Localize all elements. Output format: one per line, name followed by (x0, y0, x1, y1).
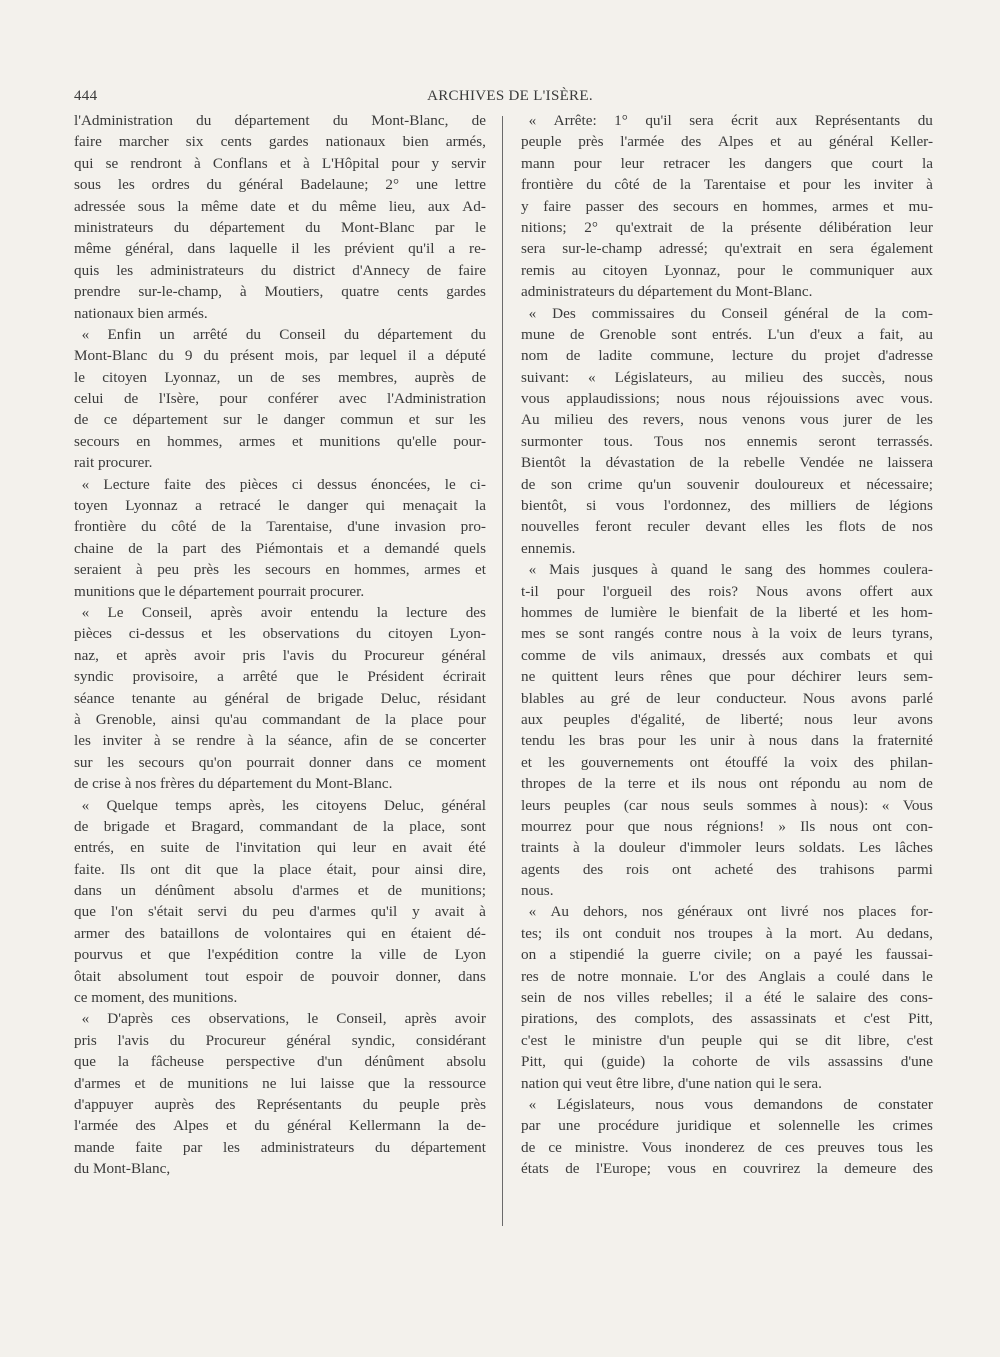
text-line: faite. Ils ont dit que la place était, pour ainsi dire, (74, 860, 486, 878)
text-line: thropes de la terre et ils nous ont répondu au nom de (521, 775, 933, 793)
column-divider (502, 116, 503, 1226)
text-line: res de notre monnaie. L'or des Anglais a coulé dans le (521, 967, 933, 985)
text-line: agents des rois ont acheté des trahisons parmi (521, 860, 933, 878)
text-line: que la fâcheuse perspective d'un dénûment absolu (74, 1053, 486, 1071)
text-line: les inviter à se rendre à la séance, afin de se concerter (74, 732, 486, 750)
text-line: « Mais jusques à quand le sang des hommes coulera- (521, 561, 933, 579)
text-line: entrés, en suite de l'invitation qui leur en avait été (74, 839, 486, 857)
text-line: frontière du côté de la Tarentaise et pour les inviter à (521, 176, 933, 194)
text-line: le citoyen Lyonnaz, un de ses membres, auprès de (74, 368, 486, 386)
text-line: rait procurer. (74, 454, 153, 472)
text-line: nation qui veut être libre, d'une nation qui le sera. (521, 1074, 822, 1092)
text-line: mann pour leur retracer les dangers que court la (521, 154, 933, 172)
text-line: vous applaudissions; nous nous réjouissions avec vous. (521, 390, 933, 408)
text-line: celui de l'Isère, pour conférer avec l'Administration (74, 390, 486, 408)
text-line: toyen Lyonnaz a retracé le danger qui menaçait la (74, 497, 486, 515)
text-line: pris l'avis du Procureur général syndic, considérant (74, 1031, 486, 1049)
text-line: suivant: « Législateurs, au milieu des succès, nous (521, 368, 933, 386)
text-line: du Mont-Blanc, (74, 1160, 171, 1178)
text-line: naz, et après avoir pris l'avis du Procureur général (74, 646, 486, 664)
text-line: tes; ils ont conduit nos troupes à la mort. Au dedans, (521, 924, 933, 942)
text-line: ce moment, des munitions. (74, 989, 238, 1007)
text-line: même général, dans laquelle il les prévient qu'il a re- (74, 240, 486, 258)
text-line: comme de vils animaux, dressés aux combats et qui (521, 646, 933, 664)
text-line: tendu les bras pour les unir à nous dans la fraternité (521, 732, 933, 750)
text-line: frontière du côté de la Tarentaise, d'une invasion pro- (74, 518, 486, 536)
text-line: bientôt, si vous l'ordonnez, des milliers de légions (521, 497, 933, 515)
text-line: « Des commissaires du Conseil général de la com- (521, 304, 933, 322)
text-line: prendre sur-le-champ, à Moutiers, quatre cents gardes (74, 283, 486, 301)
left-column (74, 110, 486, 1180)
text-line: par une procédure juridique et solennelle les crimes (521, 1117, 933, 1135)
text-line: à Grenoble, ainsi qu'au commandant de la place pour (74, 710, 486, 728)
text-line: « D'après ces observations, le Conseil, après avoir (74, 1010, 486, 1028)
text-line: de brigade et Bragard, commandant de la place, sont (74, 817, 486, 835)
text-line: mune de Grenoble sont entrés. L'un d'eux a fait, au (521, 325, 933, 343)
text-line: « Le Conseil, après avoir entendu la lecture des (74, 603, 486, 621)
text-line: de crise à nos frères du département du Mont-Blanc. (74, 775, 393, 793)
text-line: sur les secours qu'on pourrait donner dans ce moment (74, 753, 486, 771)
text-line: Bientôt la dévastation de la rebelle Vendée ne laissera (521, 454, 933, 472)
text-line: nous. (521, 882, 554, 900)
text-line: « Au dehors, nos généraux ont livré nos places for- (521, 903, 933, 921)
right-column (521, 110, 933, 1180)
text-line: quis les administrateurs du district d'Annecy de faire (74, 261, 486, 279)
text-line: « Législateurs, nous vous demandons de constater (521, 1095, 933, 1113)
text-line: surmonter tous. Tous nos ennemis seront terrassés. (521, 432, 933, 450)
text-line: d'armes et de munitions ne lui laisse que la ressource (74, 1074, 486, 1092)
text-line: adressée sous la même date et du même lieu, aux Ad- (74, 197, 486, 215)
text-line: états de l'Europe; vous en couvrirez la demeure des (521, 1160, 933, 1178)
text-line: hommes de lumière le bienfait de la liberté et les hom- (521, 603, 933, 621)
text-line: séance tenante au général de brigade Deluc, résidant (74, 689, 486, 707)
text-line: nouvelles feront reculer devant elles les flots de nos (521, 518, 933, 536)
text-line: nitions; 2° qu'extrait de la présente délibération leur (521, 218, 933, 236)
text-line: « Arrête: 1° qu'il sera écrit aux Représentants du (521, 112, 933, 129)
text-line: nom de ladite commune, lecture du projet d'adresse (521, 347, 933, 365)
text-line: remis au citoyen Lyonnaz, pour le communiquer aux (521, 261, 933, 279)
text-line: sein de nos villes rebelles; il a été le salaire des cons- (521, 989, 933, 1007)
text-line: t-il pour l'orgueil des rois? Nous avons offert aux (521, 582, 933, 600)
text-line: l'armée des Alpes et du général Kellermann la de- (74, 1117, 486, 1135)
text-line: y faire passer des secours en hommes, armes et mu- (521, 197, 933, 215)
text-line: administrateurs du département du Mont-Blanc. (521, 283, 813, 301)
text-line: pourvus et que l'expédition contre la ville de Lyon (74, 946, 486, 964)
text-line: l'Administration du département du Mont-Blanc, de (74, 112, 486, 129)
text-line: Au milieu des revers, nous venons vous jurer de les (521, 411, 933, 429)
text-line: Pitt, qui (guide) la cohorte de vils assassins d'une (521, 1053, 933, 1071)
text-line: mes se sont rangés contre nous à la voix de leurs tyrans, (521, 625, 933, 643)
text-line: et les gouvernements ont étouffé la voix des philan- (521, 753, 933, 771)
text-line: mourrez pour que nous régnions! » Ils nous ont con- (521, 817, 933, 835)
text-line: blables au gré de leur conducteur. Nous avons parlé (521, 689, 933, 707)
text-line: ôtait absolument tout espoir de pouvoir donner, dans (74, 967, 486, 985)
text-line: c'est le ministre d'un peuple qui se dit libre, c'est (521, 1031, 933, 1049)
text-line: faire marcher six cents gardes nationaux bien armés, (74, 133, 486, 151)
text-line: syndic provisoire, a arrêté que le Président écrirait (74, 668, 486, 686)
text-line: ennemis. (521, 539, 576, 557)
text-line: chaine de la part des Piémontais et a demandé quels (74, 539, 486, 557)
text-line: on a stipendié la guerre civile; on a payé les faussai- (521, 946, 933, 964)
text-line: mande faite par les administrateurs du département (74, 1138, 486, 1156)
text-line: de ce département sur le danger commun et sur les (74, 411, 486, 429)
text-line: armer des bataillons de volontaires qui en étaient dé- (74, 924, 486, 942)
text-line: de ce ministre. Vous inonderez de ces preuves tous les (521, 1138, 933, 1156)
text-line: secours en hommes, armes et munitions qu'elle pour- (74, 432, 486, 450)
text-line: sous les ordres du général Badelaune; 2° une lettre (74, 176, 486, 194)
text-line: ministrateurs du département du Mont-Blanc par le (74, 218, 486, 236)
running-title: ARCHIVES DE L'ISÈRE. (427, 88, 593, 104)
page-header (70, 88, 950, 112)
text-line: « Quelque temps après, les citoyens Deluc, général (74, 796, 486, 814)
text-line: ne quittent leurs rênes que pour déchirer leurs sem- (521, 668, 933, 686)
text-line: pièces ci-dessus et les observations du citoyen Lyon- (74, 625, 486, 643)
text-line: d'appuyer auprès des Représentants du peuple près (74, 1095, 486, 1113)
text-line: pirations, des complots, des assassinats et c'est Pitt, (521, 1010, 933, 1028)
text-line: nationaux bien armés. (74, 304, 208, 322)
text-line: peuple près l'armée des Alpes et au général Keller- (521, 133, 933, 151)
text-line: munitions que le département pourrait procurer. (74, 582, 365, 600)
text-line: leurs peuples (car nous seuls sommes à nous): « Vous (521, 796, 933, 814)
text-line: seraient à peu près les secours en hommes, armes et (74, 561, 486, 579)
text-line: sera sur-le-champ adressé; qu'extrait en sera également (521, 240, 933, 258)
text-line: traints à la douleur d'immoler leurs soldats. Les lâches (521, 839, 933, 857)
text-line: qui se rendront à Conflans et à L'Hôpital pour y servir (74, 154, 486, 172)
text-line: Mont-Blanc du 9 du présent mois, par lequel il a député (74, 347, 486, 365)
text-line: aux peuples d'égalité, de liberté; nous leur avons (521, 710, 933, 728)
text-line: de son crime qu'un souvenir douloureux et nécessaire; (521, 475, 933, 493)
text-line: dans un dénûment absolu d'armes et de munitions; (74, 882, 486, 900)
text-line: « Enfin un arrêté du Conseil du département du (74, 325, 486, 343)
text-line: « Lecture faite des pièces ci dessus énoncées, le ci- (74, 475, 486, 493)
text-line: que l'on s'était servi du peu d'armes qu'il y avait à (74, 903, 486, 921)
page-number: 444 (74, 88, 98, 104)
